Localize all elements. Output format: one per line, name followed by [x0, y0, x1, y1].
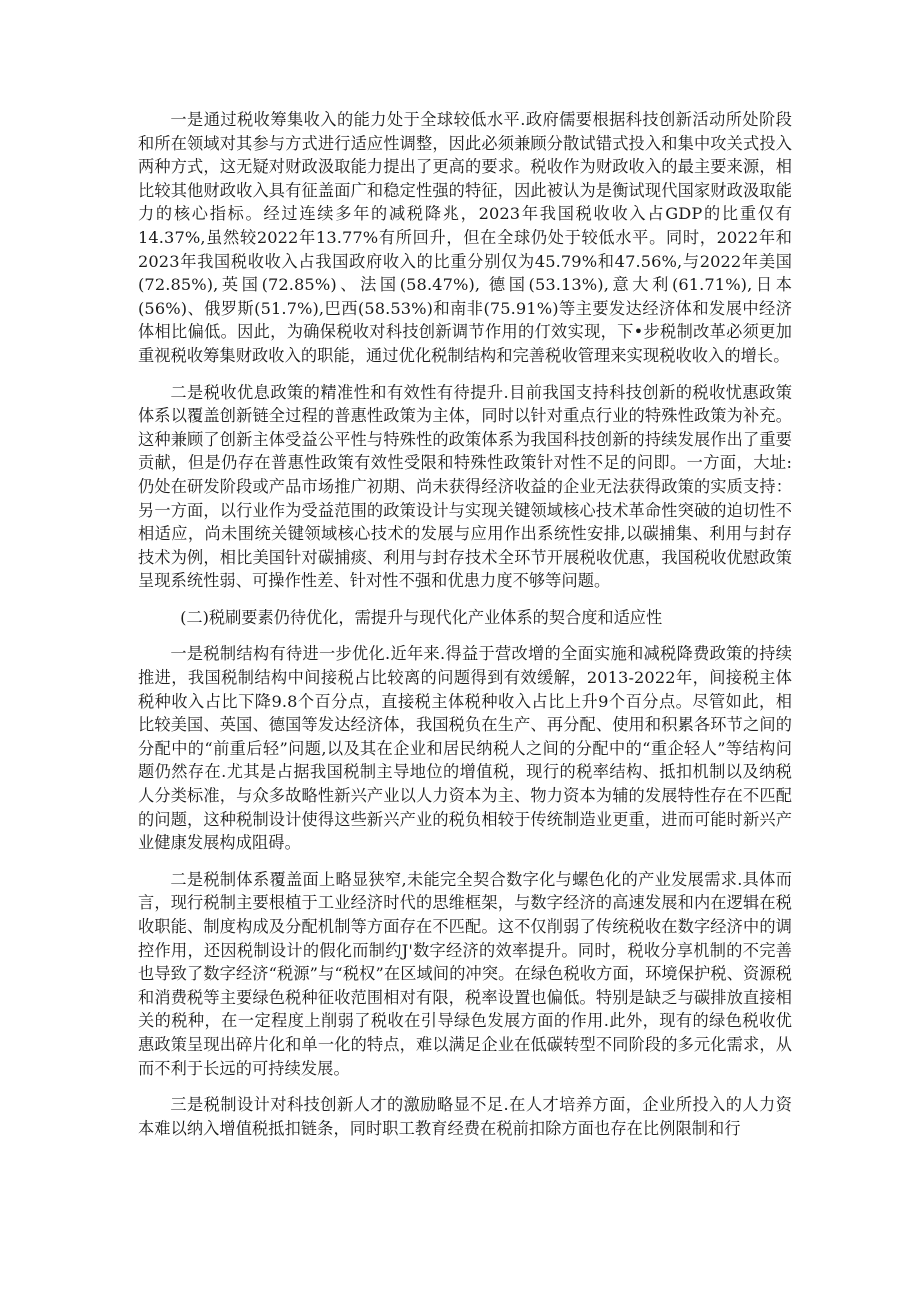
paragraph-tax-coverage: 二是税制体系覆盖面上略显狭窄,未能完全契合数字化与螺色化的产业发展需求.具体而言，现行税制主要根植于工业经济时代的思维框架，与数字经济的高速发展和内在逻辑在税收职能、制度构成及分配机制等方面存在不匹配。这不仅削弱了传统税收在数字经济中的调控作用，还因税制设计的假化而制约J'数字经济的效率提升。同时，税收分享机制的不完善也导致了数字经济“税源”与“税权”在区域间的冲突。在绿色税收方面，环境保护税、资源税和消费税等主要绿色税种征收范围相对有限，税率设置也偏低。特别是缺乏与碳排放直接相关的税种，在一定程度上削弱了税收在引导绿色发展方面的作用.此外，现有的绿色税收优惠政策呈现出碎片化和单一化的特点，难以满足企业在低碳转型不同阶段的多元化需求，从而不利于长远的可持续发展。 [138, 869, 792, 1078]
section-heading: (二)税刷要素仍待优化，需提升与现代化产业体系的契合度和适应性 [180, 607, 663, 627]
paragraph-tax-preference-policy: 二是税收优息政策的精准性和有效性有待提升.目前我国支持科技创新的税收忧惠政策体系以覆盖创新链全过程的普惠性政策为主体，同时以针对重点行业的特殊性政策为补充。这种兼顾了创新主体受益公平性与特殊性的政策体系为我国科技创新的持续发展作出了重要贡献，但是仍存在普惠性政策有效性受限和特殊性政策针对性不足的问即。一方面，大址:仍处在研发阶段或产品市场推广初期、尚未获得经济收益的企业无法获得政策的实质支持：另一方面，以行业作为受益范围的政策设计与实现关键领域核心技术革命性突破的迫切性不相适应，尚未围统关键领域核心技术的发展与应用作出系统性安排,以碳捕集、利用与封存技术为例，相比美国针对碳捕痰、利用与封存技术全环节开展税收优惠，我国税收优慰政策呈现系统性弱、可操作性差、针对性不强和优患力度不够等问题。 [138, 382, 792, 591]
paragraph-talent-incentive: 三是税制设计对科技创新人才的激励略显不足.在人才培养方面，企业所投入的人力资本难以纳入增值税抵扣链条，同时职工教育经费在税前扣除方面也存在比例限制和行 [138, 1095, 792, 1138]
paragraph-tax-structure: 一是税制结构有待进一步优化.近年来.得益于营改增的全面实施和减税降费政策的持续推进，我国税制结构中间接税占比较离的问题得到有效缓解，2013-2022年，间接税主体税种收入占比下降9.8个百分点，直接税主体税种收入占比上升9个百分点。尽管如此，相比较美国、英国、德国等发达经济体，我国税负在生产、再分配、使用和积累各环节之间的分配中的“前重后轻”问题,以及其在企业和居民纳税人之间的分配中的“重企轻人”等结构问题仍然存在.尤其是占据我国税制主导地位的增值税，现行的税率结构、抵扣机制以及纳税人分类标准，与众多故略性新兴产业以人力资本为主、物力资本为辅的发展特性存在不匹配的问题，这种税制设计使得这些新兴产业的税负相较于传统制造业更重，进而可能时新兴产业健康发展构成阻碍。 [138, 644, 792, 853]
paragraph-tax-revenue-capacity: 一是通过税收筹集收入的能力处于全球较低水平.政府儒要根据科技创新活动所处阶段和所在领域对其参与方式进行适应性调整，因此必须兼顾分散试错式投入和集中攻关式投入两种方式，这无疑对财政汲取能力提出了更高的要求。税收作为财政收入的最主要来源，相比较其他财政收入具有征盖面广和稳定性强的特征，因此被认为是衡试现代国家财政汲取能力的核心指标。经过连续多年的减税降兆，2023年我国税收收入占GDP的比重仅有14.37%,虽然较2022年13.77%有所回升，但在全球仍处于较低水平。同时，2022年和2023年我国税收收入占我国政府收入的比重分别仅为45.79%和47.56%,与2022年美国(72.85%),英国(72.85%)、法国(58.47%), 德国(53.13%),意大利(61.71%),日本(56%)、俄罗斯(51.7%),巴西(58.53%)和南非(75.91%)等主要发达经济体和发展中经济体相比偏低。因此，为确保税收对科技创新调节作用的仃效实现，下•步税制改革必须更加重视税收筹集财政收入的职能，通过优化税制结构和完善税收管理来实现税收收入的增长。 [138, 110, 792, 365]
document-page [138, 108, 792, 1153]
